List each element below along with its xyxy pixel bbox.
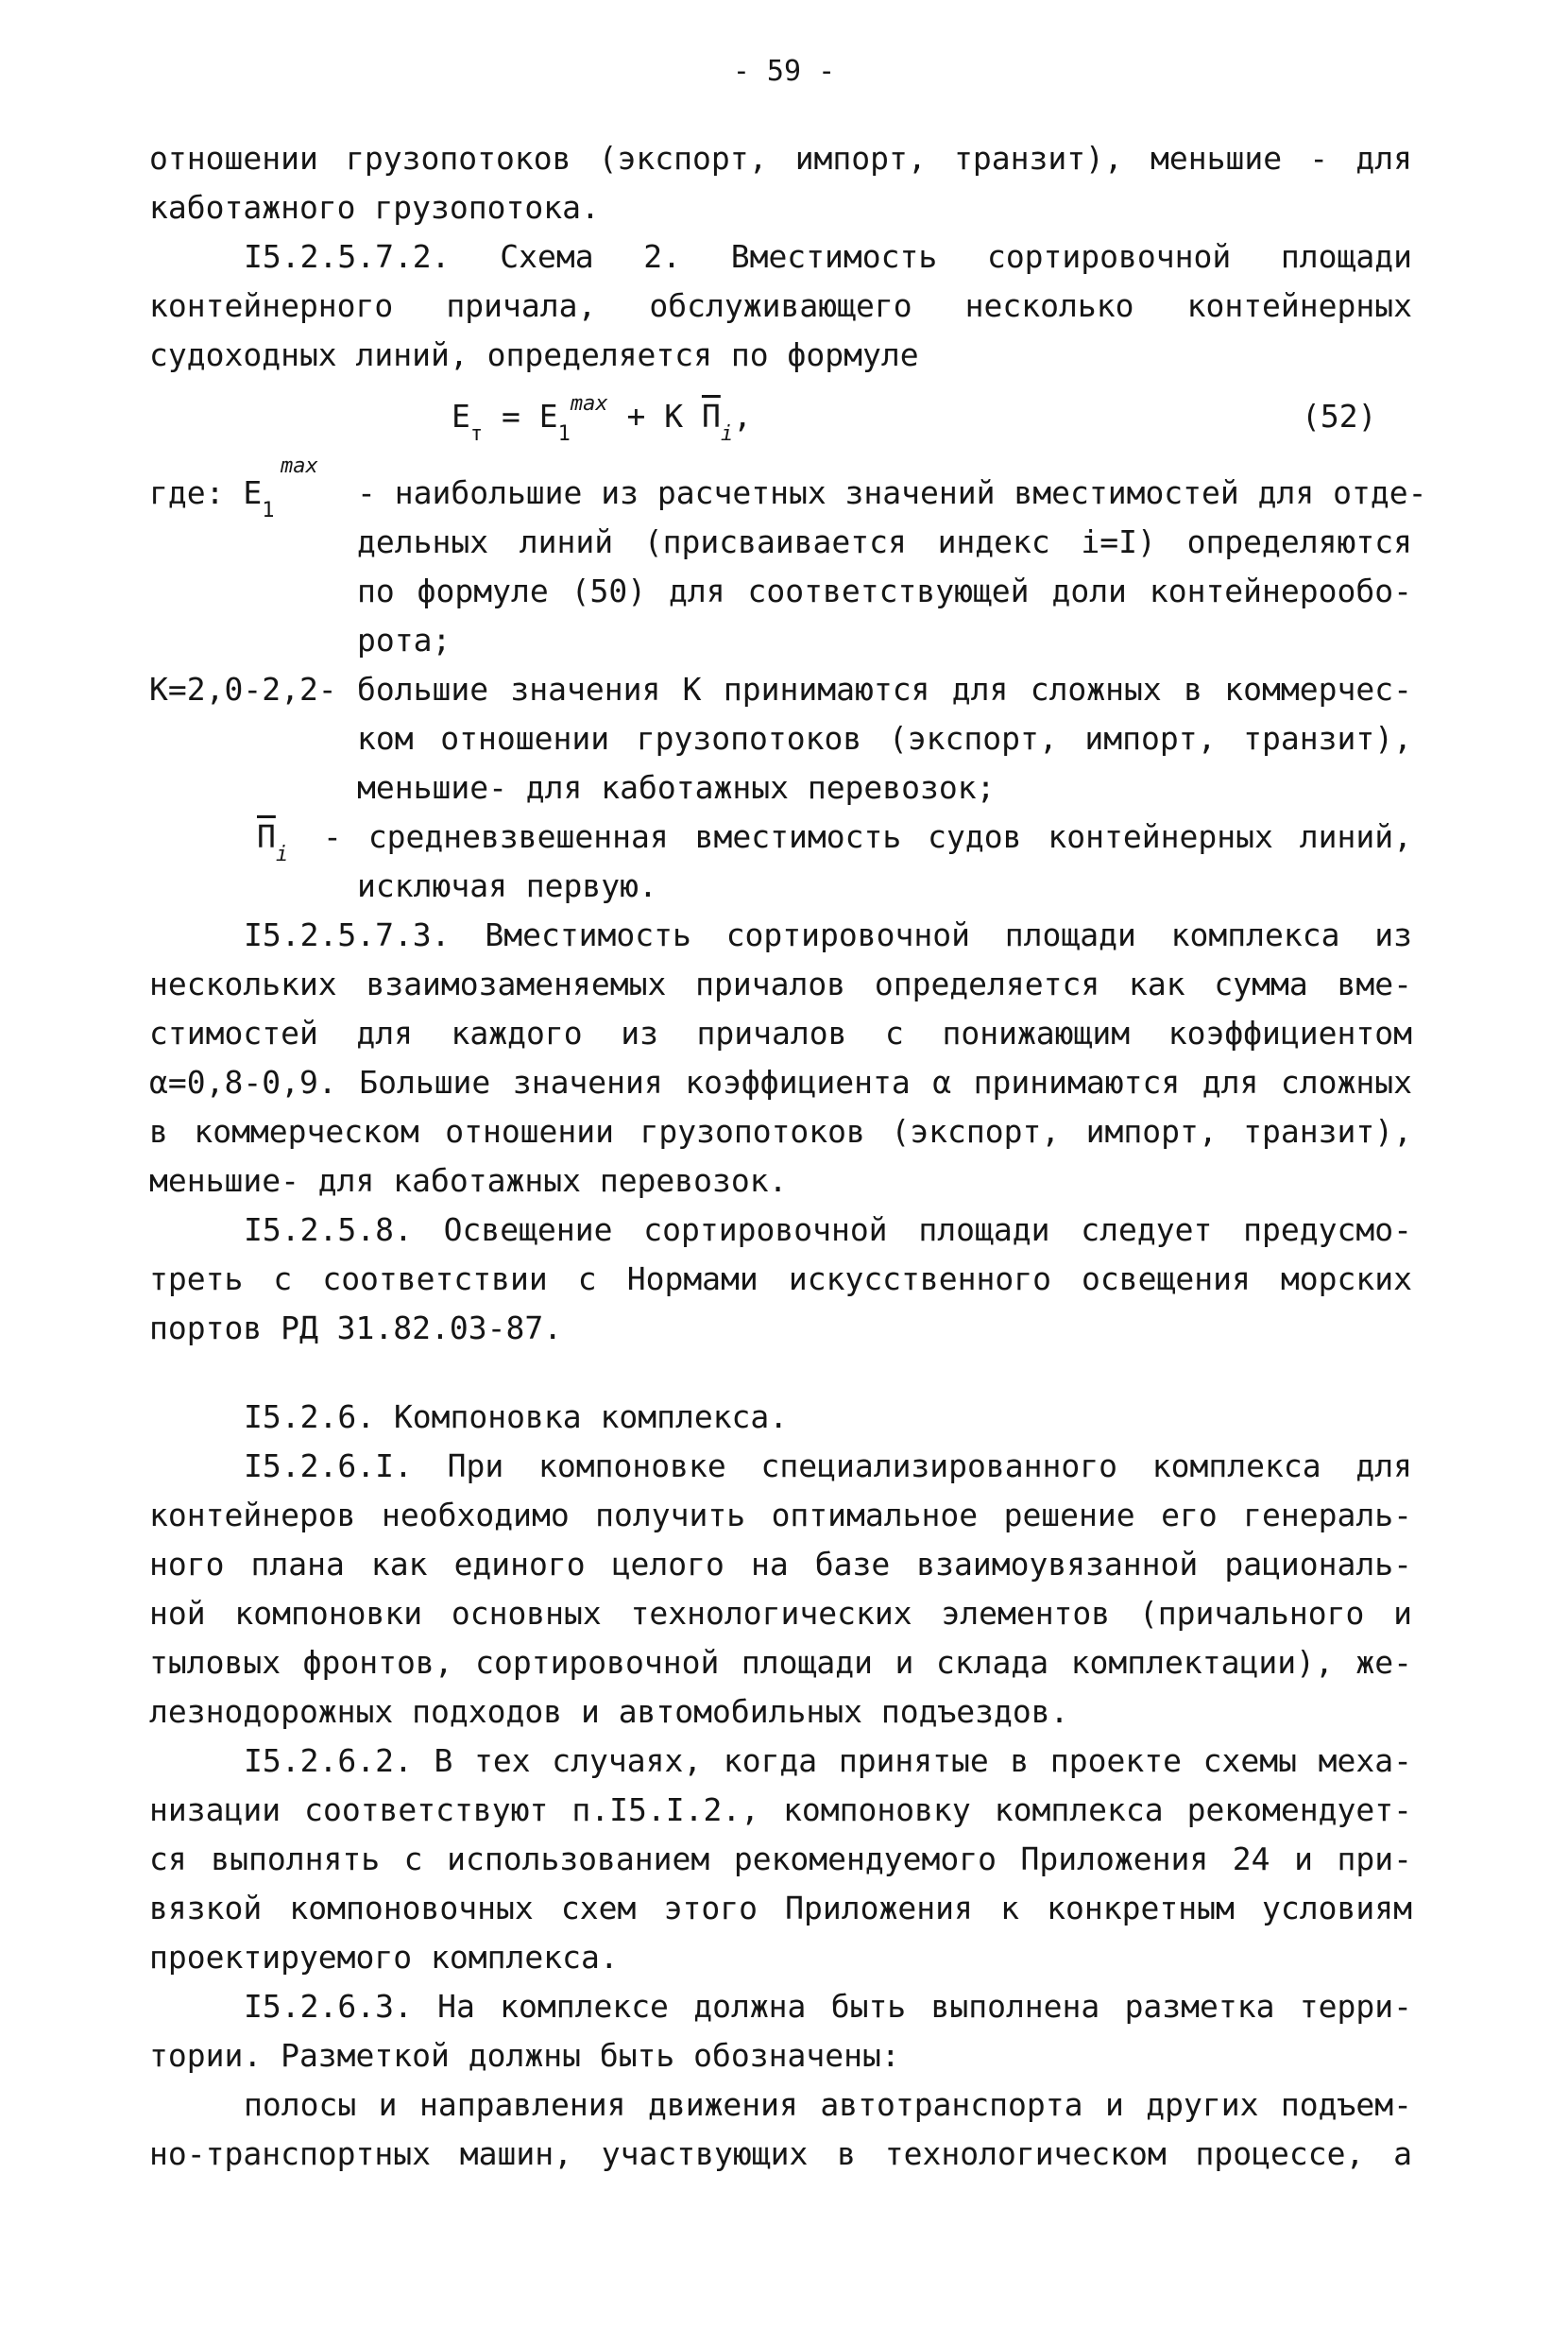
text-line: треть с соответствии с Нормами искусственного освещения морских — [149, 1260, 1412, 1297]
text-line: ного плана как единого целого на базе взаимоувязанной рациональ- — [149, 1546, 1412, 1583]
text-line: меньшие- для каботажных перевозок. — [149, 1162, 788, 1199]
definition-symbol: П — [257, 818, 276, 855]
text-line: контейнеров необходимо получить оптимальное решение его генераль- — [149, 1497, 1412, 1533]
formula-number: (52) — [1302, 398, 1377, 435]
paragraph-first-line: полосы и направления движения автотранспорта и других подъем- — [244, 2086, 1412, 2123]
definition-subscript: 1 — [262, 499, 275, 522]
formula-subscript: 1 — [557, 422, 571, 446]
text-line: каботажного грузопотока. — [149, 189, 600, 226]
paragraph-first-line: I5.2.5.7.2. Схема 2. Вместимость сортировочной площади — [244, 238, 1412, 275]
page-number: - 59 - — [732, 55, 836, 88]
definition-symbol: где: E — [149, 474, 263, 511]
text-line: судоходных линий, определяется по формуле — [149, 336, 919, 373]
text-line: низации соответствуют п.I5.I.2., компоновку комплекса рекомендует- — [149, 1791, 1412, 1828]
text-line: стимостей для каждого из причалов с понижающим коэффициентом — [149, 1015, 1412, 1052]
formula-subscript: т — [469, 422, 484, 446]
text-line: отношении грузопотоков (экспорт, импорт, транзит), меньшие - для — [149, 140, 1412, 177]
paragraph-first-line: I5.2.6.3. На комплексе должна быть выполнена разметка терри- — [244, 1988, 1412, 2025]
definition-line: рота; — [357, 622, 452, 659]
formula-subscript: i — [720, 422, 734, 446]
text-line: вязкой компоновочных схем этого Приложения к конкретным условиям — [149, 1890, 1412, 1926]
section-heading: I5.2.6. Компоновка комплекса. — [244, 1398, 789, 1435]
definition-label — [257, 813, 288, 866]
formula-symbol: + K — [607, 398, 702, 435]
text-line: ной компоновки основных технологических элементов (причального и — [149, 1595, 1412, 1632]
formula-symbol: = E — [483, 398, 558, 435]
paragraph-first-line: I5.2.6.2. В тех случаях, когда принятые в проекте схемы меха- — [244, 1742, 1412, 1779]
definition-line: меньшие- для каботажных перевозок; — [357, 769, 996, 806]
definition-line: исключая первую. — [357, 867, 657, 904]
paragraph-first-line: I5.2.5.7.3. Вместимость сортировочной площади комплекса из — [244, 916, 1412, 953]
definition-line: большие значения K принимаются для сложных в коммерчес- — [357, 671, 1412, 708]
definition-line: по формуле (50) для соответствующей доли контейнерообо- — [357, 573, 1412, 609]
definition-line: - средневзвешенная вместимость судов контейнерных линий, — [323, 818, 1412, 855]
formula-symbol: , — [733, 398, 752, 435]
definition-line: ком отношении грузопотоков (экспорт, импорт, транзит), — [357, 720, 1412, 757]
paragraph-first-line: I5.2.5.8. Освещение сортировочной площади следует предусмо- — [244, 1211, 1412, 1248]
formula-52 — [452, 392, 752, 446]
definition-superscript: max — [281, 454, 318, 478]
formula-symbol: E — [452, 398, 470, 435]
definition-subscript: i — [275, 843, 289, 866]
text-line: контейнерного причала, обслуживающего несколько контейнерных — [149, 287, 1412, 324]
definition-label: K=2,0-2,2- — [149, 671, 337, 708]
definition-line: - наибольшие из расчетных значений вместимостей для отде- — [357, 474, 1427, 511]
text-line: проектируемого комплекса. — [149, 1939, 619, 1976]
paragraph-first-line: I5.2.6.I. При компоновке специализированного комплекса для — [244, 1447, 1412, 1484]
text-line: нескольких взаимозаменяемых причалов определяется как сумма вме- — [149, 966, 1412, 1002]
text-line: портов РД 31.82.03-87. — [149, 1309, 563, 1346]
text-line: лезнодорожных подходов и автомобильных подъездов. — [149, 1693, 1069, 1730]
text-line: тыловых фронтов, сортировочной площади и склада комплектации), же- — [149, 1644, 1412, 1681]
definition-label — [149, 469, 274, 522]
formula-superscript: max — [570, 392, 608, 416]
text-line: тории. Разметкой должны быть обозначены: — [149, 2037, 900, 2074]
definition-line: дельных линий (присваивается индекс i=I) определяются — [357, 523, 1412, 560]
text-line: α=0,8-0,9. Большие значения коэффициента α принимаются для сложных — [149, 1064, 1412, 1101]
text-line: но-транспортных машин, участвующих в технологическом процессе, а — [149, 2135, 1412, 2172]
text-line: ся выполнять с использованием рекомендуемого Приложения 24 и при- — [149, 1840, 1412, 1877]
formula-symbol: П — [701, 398, 721, 435]
text-line: в коммерческом отношении грузопотоков (экспорт, импорт, транзит), — [149, 1113, 1412, 1150]
